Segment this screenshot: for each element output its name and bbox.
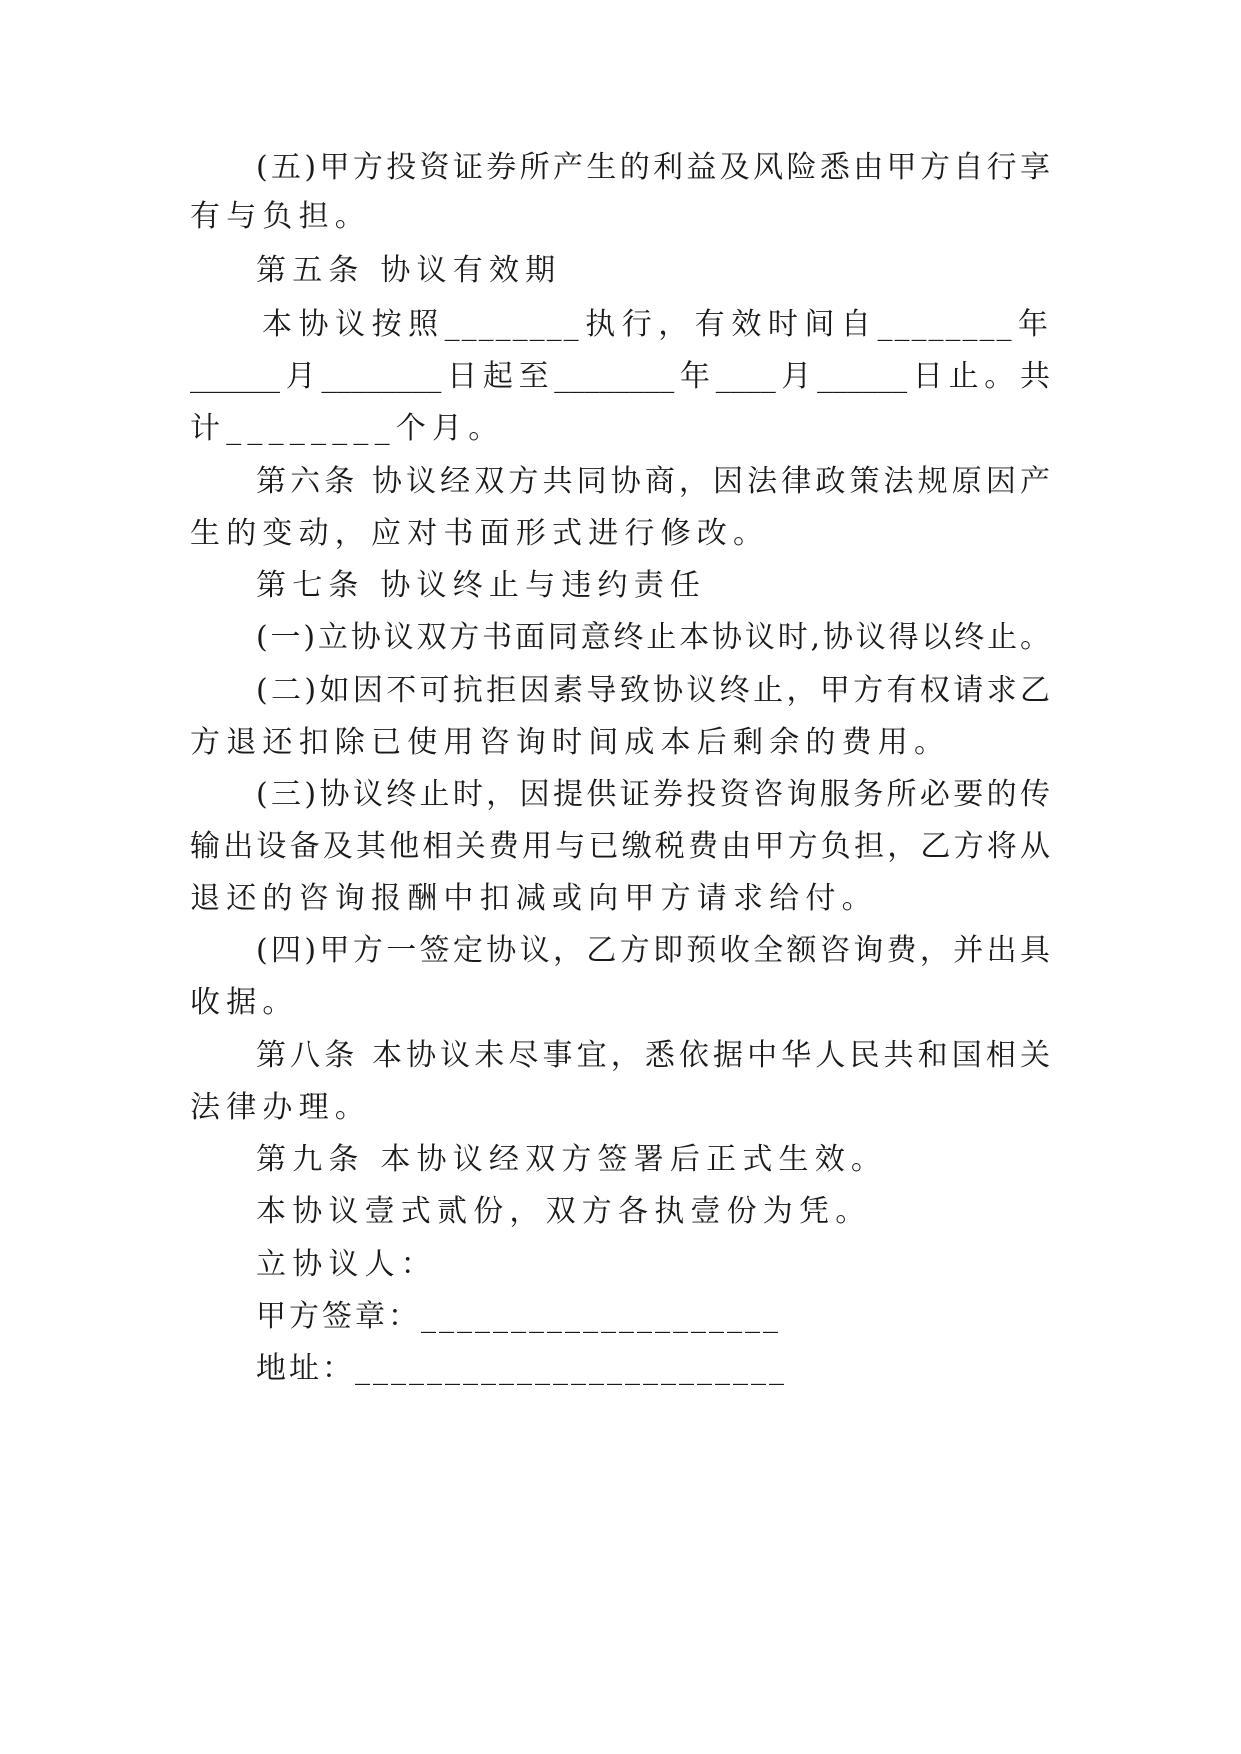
copies-statement: 本协议壹式贰份，双方各执壹份为凭。	[256, 1194, 872, 1229]
clause-5-heading: 第五条 协议有效期	[256, 253, 562, 288]
party-a-signature-field: 甲方签章：____________________	[256, 1299, 781, 1334]
clause-7-item-2-line-1: (二)如因不可抗拒因素导致协议终止，甲方有权请求乙	[256, 673, 1050, 708]
clause-7-item-4-line-2: 收据。	[190, 985, 299, 1020]
clause-5-line-2: ______月________日起至________年____月______日止。共	[190, 359, 1050, 394]
signatories-label: 立协议人：	[256, 1247, 437, 1282]
clause-8-line-1: 第八条 本协议未尽事宜，悉依据中华人民共和国相关	[256, 1038, 1050, 1073]
clause-7-item-3-line-1: (三)协议终止时，因提供证券投资咨询服务所必要的传	[256, 777, 1050, 812]
clause-7-item-2-line-2: 方退还扣除已使用咨询时间成本后剩余的费用。	[190, 725, 951, 760]
clause-9: 第九条 本协议经双方签署后正式生效。	[256, 1142, 888, 1177]
clause-6-line-1: 第六条 协议经双方共同协商，因法律政策法规原因产	[256, 464, 1050, 499]
clause-7-heading: 第七条 协议终止与违约责任	[256, 568, 707, 603]
clause-7-item-3-line-3: 退还的咨询报酬中扣减或向甲方请求给付。	[190, 881, 878, 916]
address-field: 地址：________________________	[256, 1351, 787, 1386]
clause-8-line-2: 法律办理。	[190, 1090, 371, 1125]
clause-5-line-1: 本协议按照________执行，有效时间自________年	[262, 307, 1050, 342]
clause-4-item-5-line-1: (五)甲方投资证券所产生的利益及风险悉由甲方自行享	[256, 150, 1050, 185]
clause-7-item-3-line-2: 输出设备及其他相关费用与已缴税费由甲方负担，乙方将从	[190, 829, 1050, 864]
clause-4-item-5-line-2: 有与负担。	[190, 199, 371, 234]
clause-7-item-4-line-1: (四)甲方一签定协议，乙方即预收全额咨询费，并出具	[256, 933, 1050, 968]
clause-7-item-1: (一)立协议双方书面同意终止本协议时,协议得以终止。	[256, 620, 1050, 655]
clause-5-line-3: 计________个月。	[190, 411, 505, 446]
clause-6-line-2: 生的变动，应对书面形式进行修改。	[190, 516, 770, 551]
